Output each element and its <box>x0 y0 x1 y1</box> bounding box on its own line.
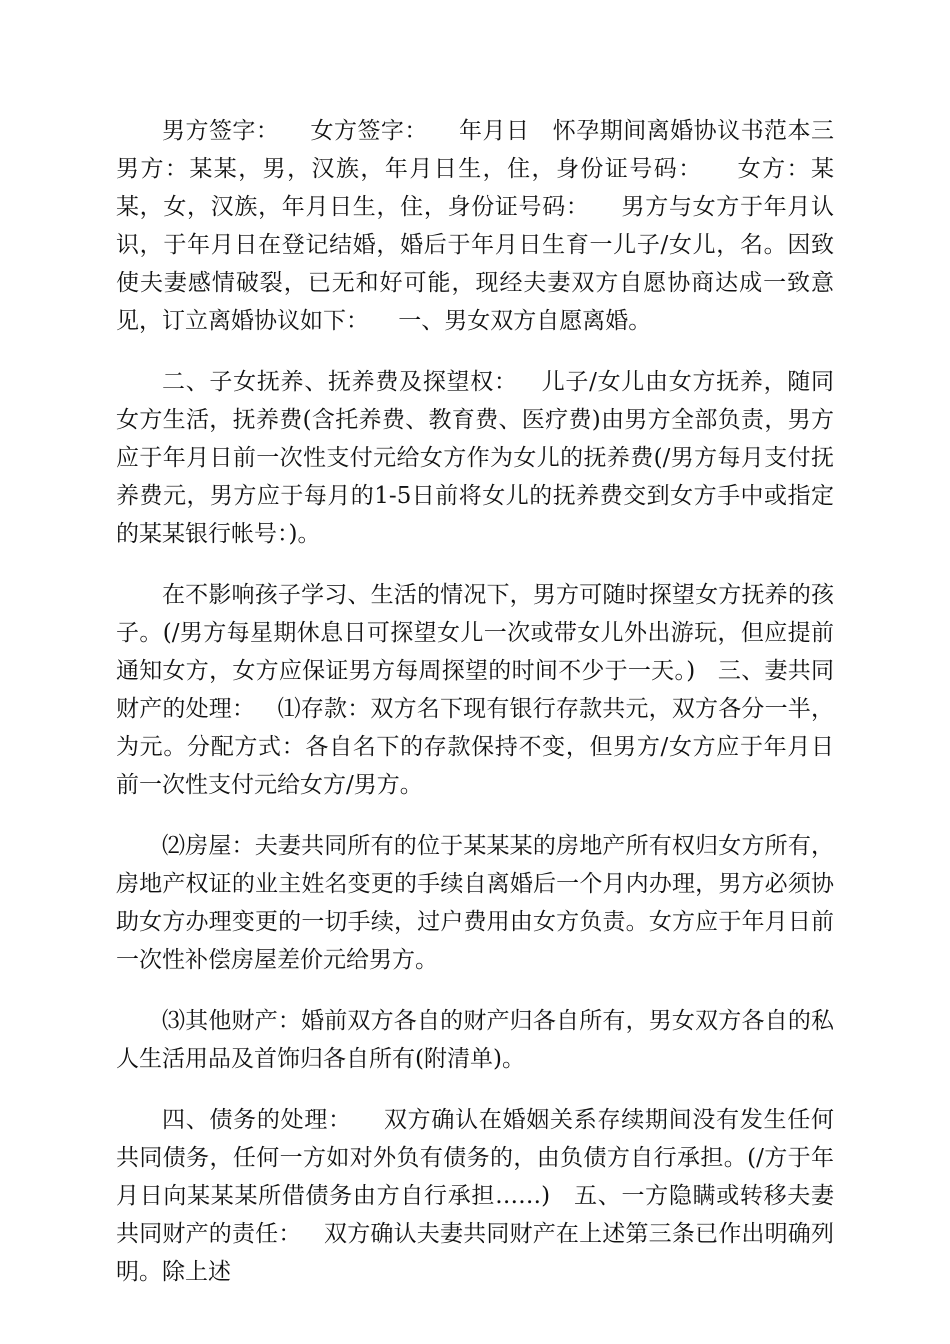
paragraph-other-property: ⑶其他财产：婚前双方各自的财产归各自所有，男女双方各自的私人生活用品及首饰归各自所有(附清单)。 <box>116 1008 834 1072</box>
paragraph-child-custody: 二、子女抚养、抚养费及探望权： 儿子/女儿由女方抚养，随同女方生活，抚养费(含托养费、教育费、医疗费)由男方全部负责，男方应于年月日前一次性支付元给女方作为女儿的抚养费(/男方每月支付抚养费元，男方应于每月的1-5日前将女儿的抚养费交到女方手中或指定的某某银行帐号：)。 <box>116 369 834 547</box>
paragraph-housing: ⑵房屋：夫妻共同所有的位于某某某的房地产所有权归女方所有，房地产权证的业主姓名变更的手续自离婚后一个月内办理，男方必须协助女方办理变更的一切手续，过户费用由女方负责。女方应于年月日前一次性补偿房屋差价元给男方。 <box>116 833 834 973</box>
paragraph-signatures-and-parties: 男方签字： 女方签字： 年月日 怀孕期间离婚协议书范本三 男方：某某，男，汉族，年月日生，住，身份证号码： 女方：某某，女，汉族，年月日生，住，身份证号码： 男方与女方于年月认识，于年月日在登记结婚，婚后于年月日生育一儿子/女儿，名。因致使夫妻感情破裂，已无和好可能，现经夫妻双方自愿协商达成一致意见，订立离婚协议如下： 一、男女双方自愿离婚。 <box>116 118 856 334</box>
paragraph-debts: 四、债务的处理： 双方确认在婚姻关系存续期间没有发生任何共同债务，任何一方如对外负有债务的，由负债方自行承担。(/方于年月日向某某某所借债务由方自行承担……) 五、一方隐瞒或转移夫妻共同财产的责任： 双方确认夫妻共同财产在上述第三条已作出明确列明。除上述 <box>116 1107 834 1285</box>
paragraph-visitation-and-property: 在不影响孩子学习、生活的情况下，男方可随时探望女方抚养的孩子。(/男方每星期休息日可探望女儿一次或带女儿外出游玩，但应提前通知女方，女方应保证男方每周探望的时间不少于一天。) 三、妻共同财产的处理： ⑴存款：双方名下现有银行存款共元，双方各分一半，为元。分配方式：各自名下的存款保持不变，但男方/女方应于年月日前一次性支付元给女方/男方。 <box>116 582 834 798</box>
document-body <box>116 112 856 1314</box>
